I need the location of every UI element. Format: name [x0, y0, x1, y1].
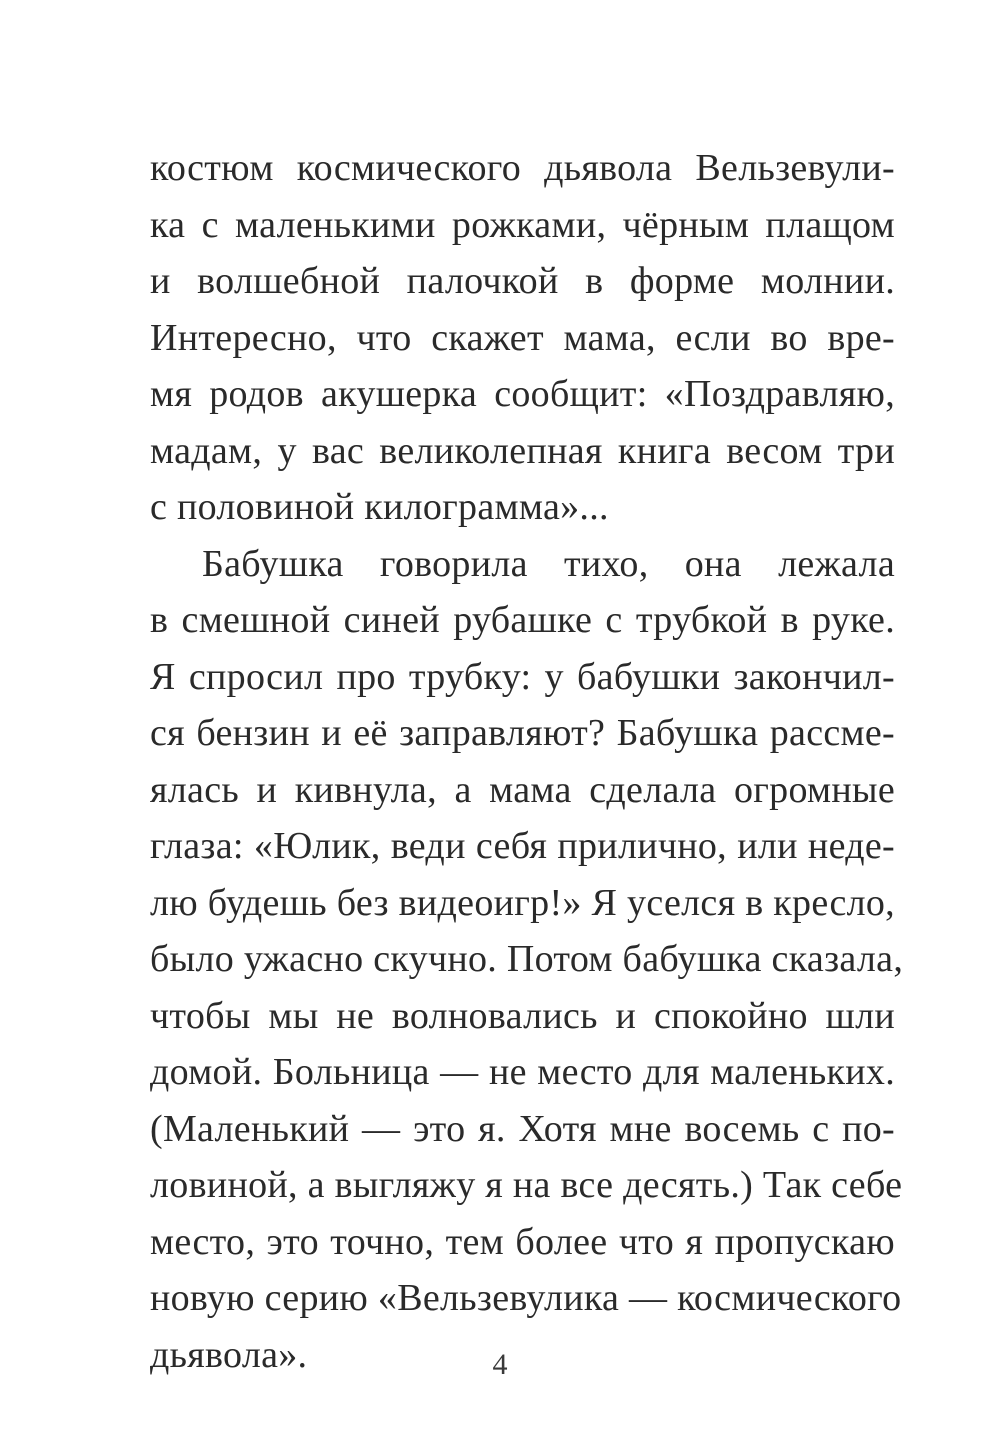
text-line: ловиной, а выгляжу я на все десять.) Так себе [150, 1164, 903, 1206]
text-line: чтобы мы не волновались и спокойно шли [150, 994, 895, 1037]
text-line: (Маленький — это я. Хотя мне восемь с по- [150, 1107, 895, 1150]
text-line: ся бензин и её заправляют? Бабушка рассме- [150, 712, 895, 754]
paragraph-first-line: Бабушка говорила тихо, она лежала [202, 542, 895, 585]
body-text [150, 140, 904, 1383]
text-line: Я спросил про трубку: у бабушки закончил- [150, 655, 895, 698]
text-line: Интересно, что скажет мама, если во вре- [150, 316, 895, 359]
text-line: дьявола». [150, 1333, 308, 1376]
text-line: мя родов акушерка сообщит: «Поздравляю, [150, 373, 895, 415]
text-line: домой. Больница — не место для маленьких. [150, 1051, 895, 1093]
text-line: глаза: «Юлик, веди себя прилично, или неде- [150, 825, 895, 867]
text-line: лю будешь без видеоигр!» Я уселся в кресло, [150, 881, 895, 924]
text-line: ка с маленькими рожками, чёрным плащом [150, 203, 895, 246]
text-line: мадам, у вас великолепная книга весом три [150, 429, 895, 472]
text-line: было ужасно скучно. Потом бабушка сказала, [150, 938, 904, 980]
text-line: новую серию «Вельзевулика — космического [150, 1277, 902, 1319]
page-number: 4 [492, 1348, 508, 1381]
text-line: ялась и кивнула, а мама сделала огромные [150, 768, 895, 811]
text-line: и волшебной палочкой в форме молнии. [150, 260, 895, 302]
text-line: костюм космического дьявола Вельзевули- [150, 147, 895, 189]
text-line: место, это точно, тем более что я пропускаю [150, 1220, 895, 1263]
text-line: в смешной синей рубашке с трубкой в руке. [150, 599, 895, 641]
text-line: с половиной килограмма»... [150, 486, 609, 528]
